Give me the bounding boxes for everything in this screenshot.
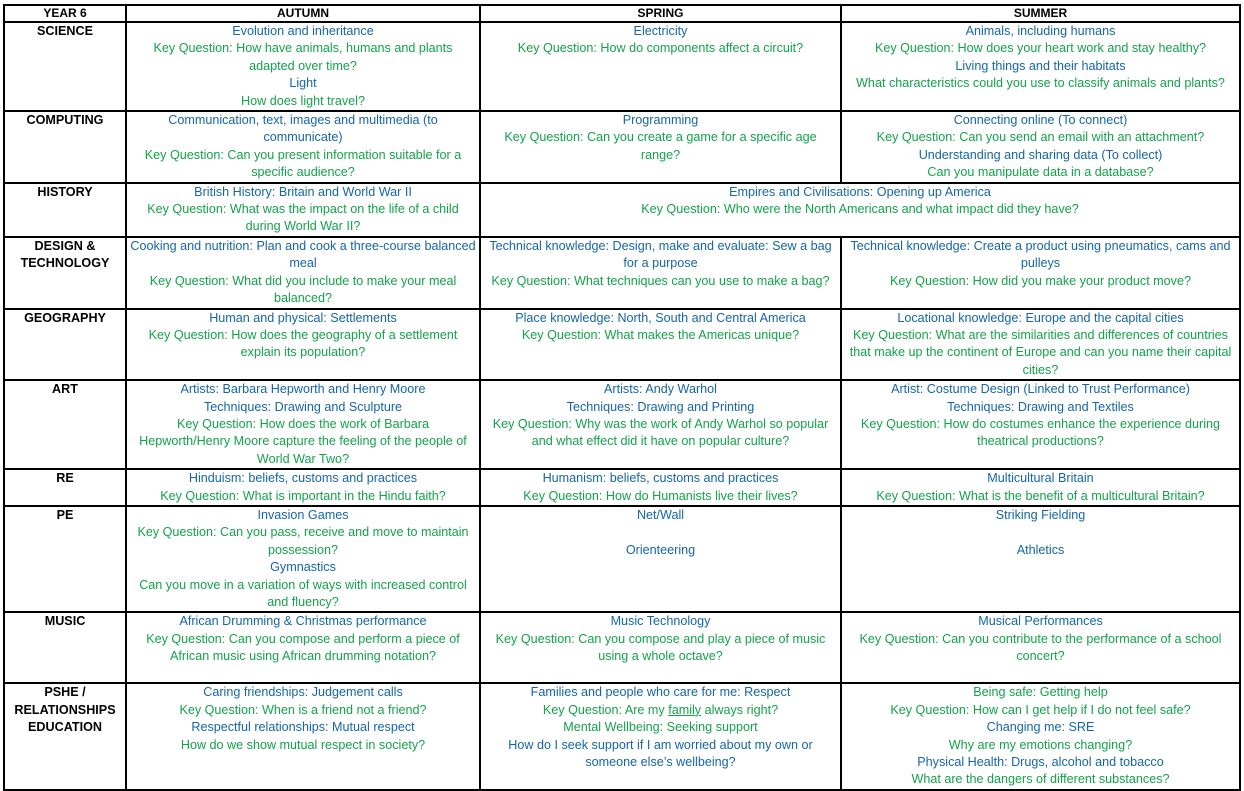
table-row (4, 683, 1240, 789)
subject-line: RELATIONSHIPS (14, 702, 116, 717)
key-question-text: Key Question: Can you send an email with an attachment? (876, 130, 1205, 145)
topic-text: Locational knowledge: Europe and the capital cities (897, 310, 1184, 325)
table-row (4, 380, 1240, 469)
key-question-text: Key Question: How does the work of Barbara Hepworth/Henry Moore capture the feeling of the people of World War Two? (139, 416, 467, 466)
subject-computing: COMPUTING (4, 111, 126, 183)
subject-geography: GEOGRAPHY (4, 309, 126, 381)
subject-line: DESIGN & (34, 238, 96, 253)
computing-summer-cell (841, 111, 1240, 183)
topic-text: Evolution and inheritance (232, 24, 374, 38)
topic-text: Artists: Barbara Hepworth and Henry Moore (180, 382, 426, 397)
topic-text: Hinduism: beliefs, customs and practices (188, 471, 418, 486)
music-spring-cell (480, 612, 841, 683)
underlined-word: family (668, 702, 702, 717)
pe-summer-cell (841, 506, 1240, 612)
key-question-text (484, 702, 837, 719)
topic-text: Humanism: beliefs, customs and practices (542, 471, 779, 486)
topic-text: Orienteering (625, 542, 696, 557)
topic-text: Music Technology (610, 614, 711, 629)
key-question-text: How does light travel? (241, 93, 365, 108)
year-header: YEAR 6 (4, 5, 126, 22)
key-question-text: Key Question: What did you include to make your meal balanced? (149, 273, 457, 306)
topic-text: Programming (622, 113, 699, 128)
music-autumn-cell (126, 612, 480, 683)
key-question-text: Key Question: Can you compose and perform a piece of African music using African drumming notation? (146, 631, 460, 664)
geography-spring-cell (480, 309, 841, 381)
re-autumn-cell (126, 469, 480, 506)
autumn-header: AUTUMN (126, 5, 480, 22)
topic-text: Understanding and sharing data (To collect) (918, 147, 1163, 162)
topic-text: Human and physical: Settlements (209, 310, 397, 325)
blank-line (845, 524, 1236, 541)
science-spring-cell (480, 22, 841, 111)
key-question-text: Key Question: What is the benefit of a multicultural Britain? (876, 488, 1205, 503)
key-question-text: Key Question: Why was the work of Andy Warhol so popular and what effect did it have on popular culture? (492, 416, 829, 449)
key-question-text: Key Question: Can you pass, receive and move to maintain possession? (137, 525, 469, 557)
header-row (4, 5, 1240, 22)
topic-text: Changing me: SRE (986, 720, 1095, 735)
topic-text: Empires and Civilisations: Opening up America (729, 184, 991, 199)
key-question-text: Key Question: How does the geography of a settlement explain its population? (148, 327, 458, 360)
key-question-text: Key Question: What makes the Americas unique? (521, 327, 800, 342)
table-row (4, 22, 1240, 111)
dt-spring-cell (480, 237, 841, 309)
table-row (4, 183, 1240, 237)
science-summer-cell (841, 22, 1240, 111)
topic-text: Electricity (633, 24, 688, 38)
art-spring-cell (480, 380, 841, 469)
dt-summer-cell (841, 237, 1240, 309)
table-row (4, 237, 1240, 309)
key-question-text: Key Question: Who were the North Americans and what impact did they have? (641, 202, 1079, 217)
topic-text: Net/Wall (636, 507, 685, 522)
key-question-part: Key Question: Are my (542, 702, 669, 717)
topic-text: Families and people who care for me: Respect (530, 685, 791, 700)
subject-art: ART (4, 380, 126, 469)
pshe-autumn-cell (126, 683, 480, 789)
topic-text: Multicultural Britain (987, 471, 1094, 486)
key-question-text: Key Question: How can I get help if I do not feel safe? (890, 702, 1191, 717)
topic-text: Invasion Games (257, 507, 349, 522)
key-question-text: Key Question: Can you create a game for a specific age range? (504, 130, 817, 162)
subject-pe: PE (4, 506, 126, 612)
table-row (4, 111, 1240, 183)
history-autumn-cell (126, 183, 480, 237)
key-question-text: Key Question: When is a friend not a friend? (179, 702, 427, 717)
key-question-text: Key Question: How do Humanists live their lives? (523, 488, 798, 503)
pe-autumn-cell (126, 506, 480, 612)
table-row (4, 506, 1240, 612)
subject-line: EDUCATION (28, 720, 102, 735)
key-question-text: What characteristics could you use to classify animals and plants? (856, 76, 1225, 91)
topic-text: Technical knowledge: Create a product using pneumatics, cams and pulleys (850, 238, 1231, 271)
topic-text: Musical Performances (978, 614, 1103, 629)
table-row (4, 469, 1240, 506)
subject-pshe (4, 683, 126, 789)
key-question-text: Key Question: How have animals, humans and plants adapted over time? (153, 41, 453, 73)
subject-re: RE (4, 469, 126, 506)
history-spring-summer-cell (480, 183, 1240, 237)
topic-text: Respectful relationships: Mutual respect (191, 720, 415, 735)
computing-spring-cell (480, 111, 841, 183)
spring-header: SPRING (480, 5, 841, 22)
key-question-text: Key Question: How do components affect a circuit? (517, 41, 804, 56)
topic-text: Physical Health: Drugs, alcohol and tobacco (917, 755, 1164, 770)
topic-text: British History: Britain and World War II (194, 184, 412, 199)
key-question-text: Key Question: How did you make your product move? (889, 273, 1191, 288)
topic-text: Mental Wellbeing: Seeking support (563, 720, 758, 735)
computing-autumn-cell (126, 111, 480, 183)
topic-text: Animals, including humans (965, 24, 1116, 38)
key-question-text: Key Question: What was the impact on the life of a child during World War II? (147, 202, 459, 234)
subject-science: SCIENCE (4, 22, 126, 111)
key-question-text: Key Question: Can you contribute to the performance of a school concert? (859, 631, 1222, 664)
geography-autumn-cell (126, 309, 480, 381)
key-question-text: Key Question: What is important in the Hindu faith? (160, 488, 446, 503)
curriculum-map (3, 4, 1239, 791)
subject-history: HISTORY (4, 183, 126, 237)
pshe-spring-cell (480, 683, 841, 789)
science-autumn-cell (126, 22, 480, 111)
topic-text: Cooking and nutrition: Plan and cook a three-course balanced meal (130, 238, 476, 271)
key-question-text: Key Question: What techniques can you use to make a bag? (491, 273, 830, 288)
key-question-text: Key Question: What are the similarities and differences of countries that make up the continent of Europe and can you name their capital cities? (849, 327, 1232, 377)
pshe-summer-cell (841, 683, 1240, 789)
topic-text: Place knowledge: North, South and Central America (515, 310, 806, 325)
topic-text: Technical knowledge: Design, make and evaluate: Sew a bag for a purpose (489, 238, 832, 271)
topic-text: Communication, text, images and multimedia (to communicate) (168, 113, 438, 145)
topic-text: African Drumming & Christmas performance (179, 614, 427, 629)
topic-text: Being safe: Getting help (973, 685, 1108, 700)
table-row (4, 309, 1240, 381)
topic-text: Athletics (1016, 542, 1065, 557)
blank-line (484, 524, 837, 541)
topic-text: Artists: Andy Warhol (604, 382, 717, 397)
subject-design-technology (4, 237, 126, 309)
key-question-text: Key Question: Can you present information suitable for a specific audience? (144, 147, 462, 180)
topic-text: Artist: Costume Design (Linked to Trust Performance) (891, 382, 1190, 397)
topic-text: Light (289, 76, 317, 91)
art-autumn-cell (126, 380, 480, 469)
geography-summer-cell (841, 309, 1240, 381)
art-summer-cell (841, 380, 1240, 469)
summer-header: SUMMER (841, 5, 1240, 22)
topic-text: Gymnastics (270, 560, 336, 575)
music-summer-cell (841, 612, 1240, 683)
pe-spring-cell (480, 506, 841, 612)
topic-text: Caring friendships: Judgement calls (203, 685, 403, 700)
dt-autumn-cell (126, 237, 480, 309)
key-question-text: Key Question: Can you compose and play a piece of music using a whole octave? (495, 631, 826, 664)
key-question-text: What are the dangers of different substances? (911, 772, 1170, 787)
technique-text: Techniques: Drawing and Sculpture (203, 399, 403, 414)
re-summer-cell (841, 469, 1240, 506)
key-question-text: How do we show mutual respect in society? (180, 737, 426, 752)
key-question-part: always right? (701, 702, 779, 717)
topic-text: Connecting online (To connect) (953, 113, 1128, 128)
table-row (4, 612, 1240, 683)
key-question-text: Can you manipulate data in a database? (927, 165, 1154, 180)
technique-text: Techniques: Drawing and Textiles (947, 399, 1134, 414)
subject-line: PSHE / (44, 685, 86, 700)
key-question-text: Can you move in a variation of ways with increased control and fluency? (139, 577, 467, 609)
key-question-text: Key Question: How do costumes enhance the experience during theatrical productions? (860, 416, 1221, 449)
subject-line: TECHNOLOGY (20, 256, 110, 271)
re-spring-cell (480, 469, 841, 506)
technique-text: Techniques: Drawing and Printing (566, 399, 755, 414)
key-question-text: Why are my emotions changing? (948, 737, 1133, 752)
curriculum-table (3, 4, 1241, 791)
key-question-text: How do I seek support if I am worried about my own or someone else’s wellbeing? (508, 737, 813, 770)
subject-music: MUSIC (4, 612, 126, 683)
topic-text: Striking Fielding (995, 507, 1086, 522)
topic-text: Living things and their habitats (955, 58, 1126, 73)
key-question-text: Key Question: How does your heart work and stay healthy? (874, 41, 1207, 56)
